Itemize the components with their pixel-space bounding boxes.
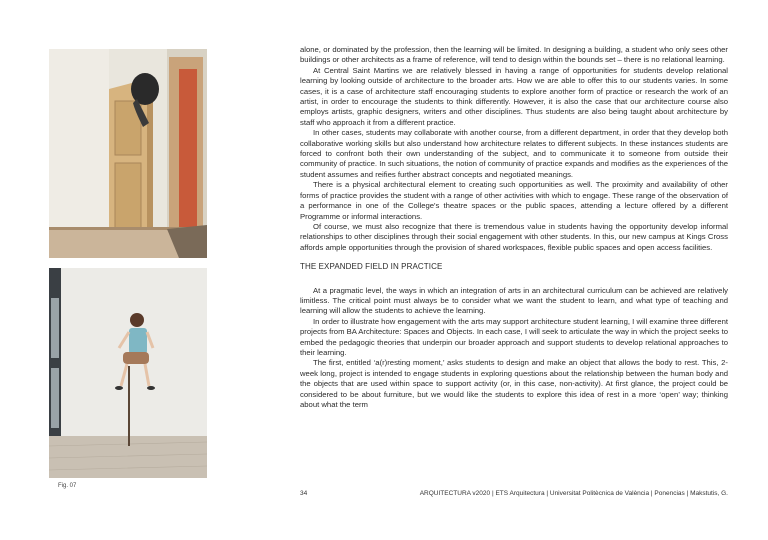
paragraph: There is a physical architectural element to creating such opportunities as well. The proximity and availability of other forms of practice provides the student with a range of other activities with which to engage. These range of the observation of a performance in one of the College's theatre spaces or the public spaces, attending a lecture offered by a different Programme or informal interactions. <box>300 180 728 221</box>
paragraph: Of course, we must also recognize that there is tremendous value in students having the opportunity develop informal relationships to other disciplines through their social engagement with other students. In this, our new campus at Kings Cross affords ample opportunities through the provision of shared workspaces, flexible public spaces and open access facilities. <box>300 221 728 252</box>
figure-photo-door <box>49 49 207 258</box>
paragraph: alone, or dominated by the profession, then the learning will be limited. In designing a building, a student who only sees other buildings or other architects as a frame of reference, will tend to design within the bounds set – there is no relational learning. <box>300 45 728 65</box>
paragraph: At Central Saint Martins we are relatively blessed in having a range of opportunities for students develop relational learning by looking outside of architecture to the broader arts. How we are able to offer this to our students varies. In some cases, it is a case of architecture staff encouraging students to explore another form of practice or research the work of an artist, in order to encourage the students to think differently. However, it is also the case that our architecture course also employs artists, graphic designers, writers and other disciplines. Thus students are also being taught about architecture by staff who approach it from a different practice. <box>300 65 728 127</box>
publication-reference: ARQUITECTURA v2020 | ETS Arquitectura | Universitat Politècnica de València | Ponencias | Makstutis, G. <box>419 490 728 497</box>
paragraph: In order to illustrate how engagement with the arts may support architecture student learning, I will examine three different projects from BA Architecture: Spaces and Objects. In each case, I will seek to articulate the way in which the project seeks to embed the pedagogic theories that underpin our broader approach and support students to develop relational approaches to their learning. <box>300 316 728 357</box>
figure-photo-levitation <box>49 268 207 478</box>
figure-caption: Fig. 07 <box>58 483 77 489</box>
text-column <box>300 45 728 410</box>
section-heading: THE EXPANDED FIELD IN PRACTICE <box>300 262 443 272</box>
paragraph: In other cases, students may collaborate with another course, from a different department, in order that they develop both collaborative working skills but also understand how architecture relates to different subjects. In these instances students are forced to confront both their own understanding of the subject, and to communicate it to someone from outside their community of practice. In such situations, the notion of community of practice expands and modifies as the experiences of the student assumes and reifies further abstract concepts and negotiated meanings. <box>300 128 728 179</box>
page-number: 34 <box>300 490 308 497</box>
paragraph: At a pragmatic level, the ways in which an integration of arts in an architectural curriculum can be achieved are relatively limitless. The critical point must always be to consider what we want the student to learn, and what type of teaching and learning will allow the students to achieve the learning. <box>300 285 728 316</box>
paragraph: The first, entitled ‘a(r)resting moment,’ asks students to design and make an object that allows the body to rest. This, 2-week long, project is intended to engage students in exploring questions about the relationship between the human body and the objects that are used within space to support activity (or, in this case, non-activity). At first glance, the project could be considered to be about furniture, but we would like the students to explore this idea of rest in a more ‘open’ way; thinking about what the term <box>300 358 728 409</box>
levitation-scene-illustration <box>49 268 207 478</box>
door-scene-illustration <box>49 49 207 258</box>
